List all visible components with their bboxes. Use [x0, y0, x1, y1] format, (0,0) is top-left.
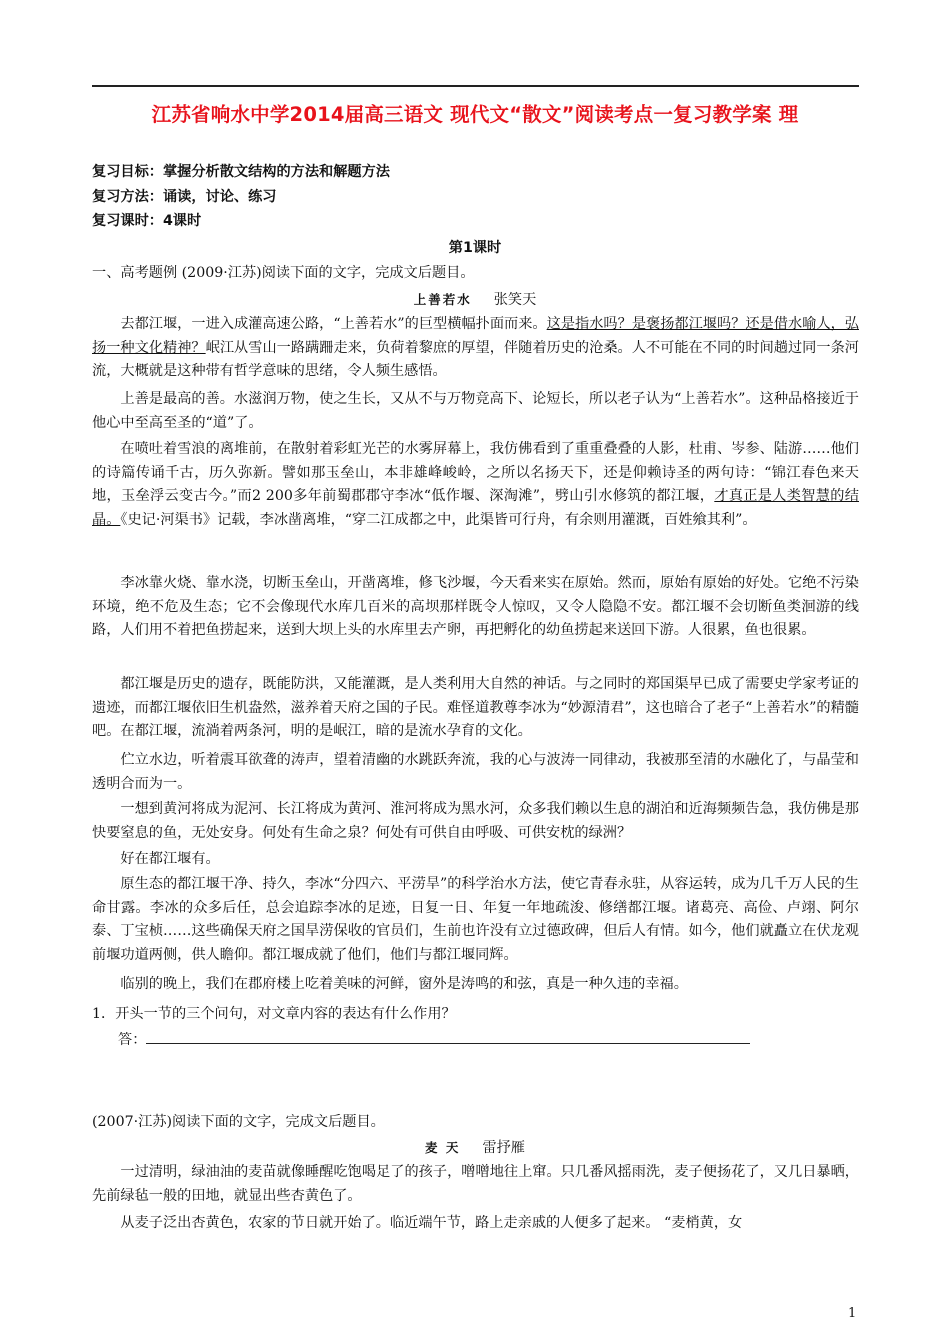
article1-paragraph-7: 一想到黄河将成为泥河、长江将成为黄河、淮河将成为黑水河，众多我们赖以生息的湖泊和近海频频告急，我仿佛是那快要窒息的鱼，无处安身。何处有生命之泉？何处有可供自由呼吸、可供安枕的绿洲？ [92, 801, 859, 841]
answer-label: 答： [118, 1032, 147, 1048]
article1-paragraph-1: 去都江堰，一进入成灌高速公路，“上善若水”的巨型横幅扑面而来。这是指水吗？是褒扬都江堰吗？还是借水喻人，弘扬一种文化精神？岷江从雪山一路蹒跚走来，负荷着黎庶的厚望，伴随着历史的沧桑。人不可能在不同的时间趟过同一条河流，大概就是这种带有哲学意味的思绪，令人频生感悟。 [92, 316, 859, 380]
review-method: 复习方法：诵读，讨论、练习 [92, 189, 277, 205]
article1-paragraph-10: 临别的晚上，我们在郡府楼上吃着美味的河鲜，窗外是涛鸣的和弦，真是一种久违的幸福。 [120, 976, 688, 992]
answer-row [118, 1029, 888, 1049]
page-number: 1 [848, 1306, 857, 1321]
question-1: 1．开头一节的三个问句，对文章内容的表达有什么作用？ [92, 1006, 456, 1022]
article2-intro: (2007·江苏)阅读下面的文字，完成文后题目。 [92, 1114, 385, 1130]
article1-paragraph-9: 原生态的都江堰干净、持久，李冰“分四六、平涝旱”的科学治水方法，使它青春永驻，从容运转，成为几千万人民的生命甘露。李冰的众多后任，总会追踪李冰的足迹，日复一日、年复一年地疏浚、修缮都江堰。诸葛亮、高俭、卢翊、阿尔泰、丁宝桢……这些确保天府之国旱涝保收的官员们，生前也许没有立过德政碑，但后人有情。如今，他们就矗立在伏龙观前堰功道两侧，供人瞻仰。都江堰成就了他们，他们与都江堰同辉。 [92, 876, 859, 964]
section-heading: 一、高考题例 (2009·江苏)阅读下面的文字，完成文后题目。 [92, 265, 475, 281]
article1-paragraph-8: 好在都江堰有。 [120, 851, 220, 867]
article1-paragraph-2: 上善是最高的善。水滋润万物，使之生长，又从不与万物竞高下、论短长，所以老子认为“上善若水”。这种品格接近于他心中至高至圣的“道”了。 [92, 391, 859, 431]
article1-paragraph-3: 在喷吐着雪浪的离堆前，在散射着彩虹光芒的水雾屏幕上，我仿佛看到了重重叠叠的人影，杜甫、岑参、陆游……他们的诗篇传诵千古，历久弥新。譬如那玉垒山，本非雄峰峻岭，之所以名扬天下，还是仰赖诗圣的两句诗：“锦江春色来天地，玉垒浮云变古今。”而2 200多年前蜀郡郡守李冰“低作堰、深淘滩”，劈山引水修筑的都江堰，才真正是人类智慧的结晶。《史记·河渠书》记载，李冰凿离堆，“穿二江成都之中，此渠皆可行舟，有余则用灌溉，百姓飨其利”。 [92, 441, 859, 529]
lesson-heading: 第1课时 [448, 240, 502, 256]
article1-header [0, 289, 950, 309]
underlined-question-2: 还是借水喻人，弘扬一种文化精神？ [92, 316, 859, 356]
article1-paragraph-4: 李冰靠火烧、靠水浇，切断玉垒山，开凿离堆，修飞沙堰，今天看来实在原始。然而，原始有原始的好处。它绝不污染环境，绝不危及生态；它不会像现代水库几百米的高坝那样既令人惊叹，又令人隐隐不安。都江堰不会切断鱼类洄游的线路，人们用不着把鱼捞起来，送到大坝上头的水库里去产卵，再把孵化的幼鱼捞起来送回下游。人很累，鱼也很累。 [92, 575, 859, 639]
article2-author: 雷抒雁 [482, 1140, 525, 1156]
answer-line[interactable] [146, 1029, 750, 1044]
article2-title: 麦 天 [425, 1140, 461, 1155]
article1-author: 张笑天 [493, 292, 537, 308]
header-rule [92, 85, 859, 87]
article2-header [0, 1137, 950, 1157]
underlined-sentence: 才真正是人类智慧的结晶。 [92, 488, 859, 529]
document-title: 江苏省响水中学2014届高三语文 现代文“散文”阅读考点一复习教学案 理 [151, 103, 799, 126]
article1-paragraph-6: 伫立水边，听着震耳欲聋的涛声，望着清幽的水跳跃奔流，我的心与波涛一同律动，我被那至清的水融化了，与晶莹和透明合而为一。 [92, 752, 859, 792]
review-hours: 复习课时：4课时 [92, 213, 202, 229]
article1-paragraph-5: 都江堰是历史的遗存，既能防洪，又能灌溉，是人类利用大自然的神话。与之同时的郑国渠早已成了需要史学家考证的遗迹，而都江堰依旧生机盎然，滋养着天府之国的子民。难怪道教尊李冰为“妙源清君”，这也暗合了老子“上善若水”的精髓吧。在都江堰，流淌着两条河，明的是岷江，暗的是流水孕育的文化。 [92, 676, 859, 740]
review-goal: 复习目标：掌握分析散文结构的方法和解题方法 [92, 164, 390, 180]
article1-title: 上善若水 [413, 292, 472, 307]
article2-paragraph-1: 一过清明，绿油油的麦苗就像睡醒吃饱喝足了的孩子，噌噌地往上窜。只几番风摇雨洗，麦子便扬花了，又几日暴晒，先前绿毡一般的田地，就显出些杏黄色了。 [92, 1164, 859, 1204]
underlined-question-1: 这是指水吗？是褒扬都江堰吗？ [546, 316, 746, 332]
article2-paragraph-2: 从麦子泛出杏黄色，农家的节日就开始了。临近端午节，路上走亲戚的人便多了起来。 “麦梢黄，女 [120, 1215, 743, 1231]
